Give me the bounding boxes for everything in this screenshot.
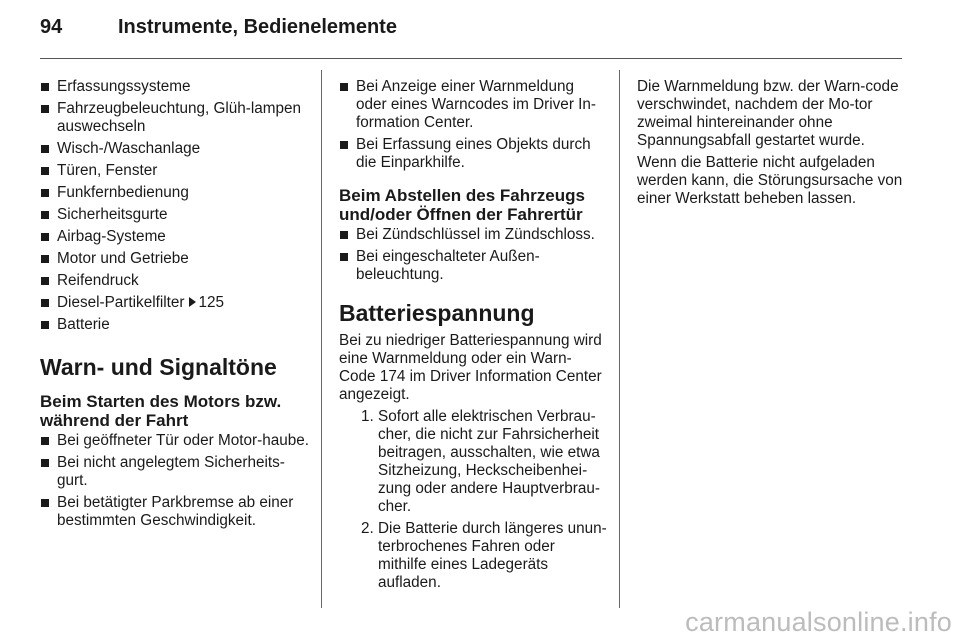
list-item: Bei Zündschlüssel im Zündschloss. — [339, 226, 607, 244]
list-item: Reifendruck — [40, 272, 312, 290]
page-number: 94 — [40, 16, 63, 38]
list-item: Funkfernbedienung — [40, 184, 312, 202]
section-title-battery: Batteriespannung — [339, 300, 535, 326]
list-item-xref — [40, 294, 312, 312]
column-right — [637, 78, 907, 212]
list-item: Erfassungssysteme — [40, 78, 312, 96]
step-text: Die Batterie durch längeres unun-terbrochenes Fahren oder mithilfe eines Ladegeräts aufladen. — [378, 520, 607, 591]
numbered-step — [361, 408, 607, 516]
start-list — [40, 432, 312, 530]
list-item: Bei geöffneter Tür oder Motor-haube. — [40, 432, 312, 450]
subsection-title-stop: Beim Abstellen des Fahrzeugs und/oder Öffnen der Fahrertür — [339, 186, 585, 224]
xref-page-link[interactable]: 125 — [198, 294, 225, 311]
xref-text: Diesel-Partikelfilter — [57, 294, 185, 311]
list-item: Motor und Getriebe — [40, 250, 312, 268]
section-title-warn: Warn- und Signaltöne — [40, 354, 277, 380]
list-item: Airbag-Systeme — [40, 228, 312, 246]
battery-steps — [339, 408, 607, 592]
column-left — [40, 78, 312, 534]
list-item: Bei Anzeige einer Warnmeldung oder eines Warncodes im Driver In-formation Center. — [339, 78, 607, 132]
list-item: Sicherheitsgurte — [40, 206, 312, 224]
paragraph: Die Warnmeldung bzw. der Warn-code verschwindet, nachdem der Mo-tor zweimal hintereinander ohne Spannungsabfall gestartet wurde. — [637, 78, 899, 149]
list-item: Bei Erfassung eines Objekts durch die Einparkhilfe. — [339, 136, 607, 172]
subsection-title-start: Beim Starten des Motors bzw. während der Fahrt — [40, 392, 282, 430]
page-header-title: Instrumente, Bedienelemente — [118, 16, 397, 38]
list-item: Türen, Fenster — [40, 162, 312, 180]
battery-intro: Bei zu niedriger Batteriespannung wird eine Warnmeldung oder ein Warn-Code 174 im Driver Information Center angezeigt. — [339, 332, 602, 403]
list-item: Bei betätigter Parkbremse ab einer bestimmten Geschwindigkeit. — [40, 494, 312, 530]
warning-list — [339, 78, 607, 172]
stop-list — [339, 226, 607, 284]
list-item: Bei eingeschalteter Außen-beleuchtung. — [339, 248, 607, 284]
column-middle — [339, 78, 607, 596]
column-divider-right — [619, 70, 620, 608]
list-item: Fahrzeugbeleuchtung, Glüh-lampen auswechseln — [40, 100, 312, 136]
paragraph: Wenn die Batterie nicht aufgeladen werden kann, die Störungsursache von einer Werkstatt beheben lassen. — [637, 154, 903, 207]
step-number: 1. — [361, 408, 374, 425]
step-number: 2. — [361, 520, 374, 537]
header-rule — [40, 58, 902, 59]
topic-list — [40, 78, 312, 334]
numbered-step — [361, 520, 607, 592]
column-divider-left — [321, 70, 322, 608]
list-item: Batterie — [40, 316, 312, 334]
triangle-right-icon — [189, 297, 196, 307]
list-item: Bei nicht angelegtem Sicherheits-gurt. — [40, 454, 312, 490]
watermark: carmanualsonline.info — [685, 607, 952, 637]
step-text: Sofort alle elektrischen Verbrau-cher, die nicht zur Fahrsicherheit beitragen, ausschalten, wie etwa Sitzheizung, Heckscheibenhei-zung oder andere Hauptverbrau-cher. — [378, 408, 600, 515]
list-item: Wisch-/Waschanlage — [40, 140, 312, 158]
